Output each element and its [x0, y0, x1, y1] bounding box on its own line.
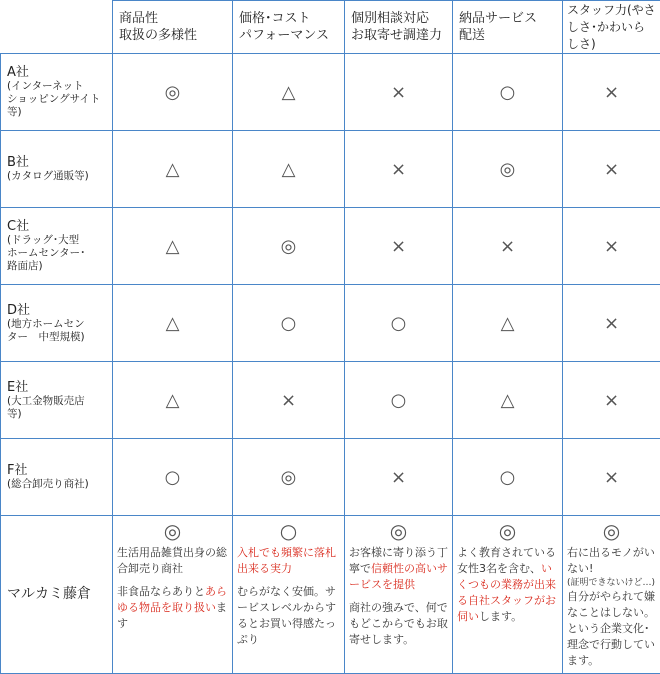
rating-cell: [233, 285, 345, 362]
rating-mark: ×: [604, 236, 619, 257]
rating-mark: ×: [604, 82, 619, 103]
rating-cell: [345, 208, 453, 285]
detail-footnote: (証明できないけど…): [567, 577, 656, 589]
rating-mark: ○: [500, 82, 516, 103]
detail-text: 生活用品雑貨出身の総合卸売り商社: [117, 545, 228, 577]
rating-cell: [113, 131, 233, 208]
highlight-text: いくつもの業務が出来る自社スタッフがお伺い: [457, 562, 556, 623]
company-name: F社: [7, 463, 106, 478]
rating-cell: [563, 285, 660, 362]
company-cell: [1, 54, 113, 131]
company-cell: [1, 439, 113, 516]
rating-cell: [233, 208, 345, 285]
rating-cell: [345, 131, 453, 208]
detail-text: お客様に寄り添う丁寧で信頼性の高いサービスを提供: [349, 545, 448, 593]
rating-cell: [113, 208, 233, 285]
detail-text: よく教育されている女性3名を含む、いくつもの業務が出来る自社スタッフがお伺いします。: [457, 545, 558, 625]
table-row: [1, 285, 660, 362]
rating-cell: [453, 285, 563, 362]
highlight-text: 信頼性の高いサービスを提供: [349, 562, 448, 591]
rating-cell: [345, 362, 453, 439]
detail-text: 商社の強みで、何でもどこからでもお取寄せします。: [349, 600, 448, 648]
rating-mark: ×: [391, 82, 406, 103]
rating-mark: ×: [604, 313, 619, 334]
rating-mark: ◎: [281, 467, 297, 488]
rating-cell: [453, 208, 563, 285]
rating-cell: [563, 54, 660, 131]
rating-cell: [453, 362, 563, 439]
company-cell: [1, 285, 113, 362]
header-row: [1, 1, 660, 54]
rating-mark: △: [501, 313, 515, 334]
rating-cell: [233, 362, 345, 439]
rating-mark: ◎: [349, 520, 448, 542]
rating-mark: △: [282, 82, 296, 103]
company-cell: [1, 131, 113, 208]
maru-row: [1, 516, 660, 674]
detail-text: 右に出るモノがいない!: [567, 545, 656, 577]
rating-mark: ◎: [165, 82, 181, 103]
rating-mark: △: [166, 313, 180, 334]
table-row: [1, 439, 660, 516]
rating-cell: [233, 439, 345, 516]
column-header: 個別相談対応 お取寄せ調達力: [345, 1, 453, 54]
rating-mark: ◎: [457, 520, 558, 542]
rating-cell: [453, 131, 563, 208]
detail-text: 非食品ならありとあらゆる物品を取り扱います: [117, 584, 228, 632]
detail-cell: [345, 516, 453, 674]
detail-cell: [233, 516, 345, 674]
company-cell: [1, 362, 113, 439]
rating-mark: △: [282, 159, 296, 180]
company-name: B社: [7, 155, 106, 170]
rating-mark: ×: [391, 467, 406, 488]
column-header: 納品サービス 配送: [453, 1, 563, 54]
rating-mark: ×: [500, 236, 515, 257]
rating-mark: ○: [500, 467, 516, 488]
detail-text: 自分がやられて嫌なことはしない。という企業文化･理念で行動しています。: [567, 589, 656, 669]
rating-mark: △: [166, 390, 180, 411]
company-cell: [1, 208, 113, 285]
rating-mark: ◎: [281, 236, 297, 257]
rating-mark: ○: [237, 520, 340, 542]
company-type: (インターネット ショッピングサイト等): [7, 80, 106, 119]
column-header: スタッフ力(やさ しさ･かわいらしさ): [563, 1, 660, 54]
rating-mark: ×: [391, 236, 406, 257]
table-row: [1, 54, 660, 131]
rating-mark: ×: [391, 159, 406, 180]
rating-mark: ○: [281, 313, 297, 334]
company-type: (ドラッグ･大型 ホームセンター･ 路面店): [7, 234, 106, 273]
company-name: C社: [7, 219, 106, 234]
company-type: (大工金物販売店 等): [7, 395, 106, 421]
rating-mark: ◎: [117, 520, 228, 542]
rating-mark: ×: [604, 390, 619, 411]
rating-mark: ◎: [500, 159, 516, 180]
rating-mark: ◎: [567, 520, 656, 542]
rating-mark: ×: [604, 467, 619, 488]
rating-cell: [345, 285, 453, 362]
company-name: D社: [7, 303, 106, 318]
rating-cell: [113, 362, 233, 439]
rating-cell: [113, 439, 233, 516]
company-type: (総合卸売り商社): [7, 478, 106, 491]
rating-mark: △: [166, 159, 180, 180]
rating-cell: [345, 439, 453, 516]
rating-cell: [563, 362, 660, 439]
company-name: A社: [7, 65, 106, 80]
detail-cell: [563, 516, 660, 674]
company-type: (地方ホームセン ター 中型規模): [7, 318, 106, 344]
rating-mark: ○: [391, 390, 407, 411]
rating-cell: [233, 54, 345, 131]
rating-mark: ○: [165, 467, 181, 488]
table-row: [1, 131, 660, 208]
rating-cell: [563, 131, 660, 208]
rating-cell: [113, 285, 233, 362]
column-header: 価格･コスト パフォーマンス: [233, 1, 345, 54]
rating-mark: △: [501, 390, 515, 411]
highlight-text: あらゆる物品を取り扱い: [117, 585, 227, 614]
rating-cell: [563, 439, 660, 516]
rating-mark: ×: [604, 159, 619, 180]
rating-mark: △: [166, 236, 180, 257]
rating-cell: [233, 131, 345, 208]
rating-cell: [345, 54, 453, 131]
rating-cell: [113, 54, 233, 131]
company-cell: [1, 516, 113, 674]
column-header: 商品性 取扱の多様性: [113, 1, 233, 54]
company-type: (カタログ通販等): [7, 170, 106, 183]
rating-mark: ○: [391, 313, 407, 334]
corner-cell: [1, 1, 113, 54]
rating-cell: [453, 439, 563, 516]
company-name: マルカミ藤倉: [7, 586, 91, 602]
rating-cell: [563, 208, 660, 285]
table-row: [1, 208, 660, 285]
table-row: [1, 362, 660, 439]
highlight-text: 入札でも頻繁に落札出来る実力: [237, 545, 340, 577]
rating-mark: ×: [281, 390, 296, 411]
detail-cell: [113, 516, 233, 674]
rating-cell: [453, 54, 563, 131]
detail-cell: [453, 516, 563, 674]
company-name: E社: [7, 380, 106, 395]
detail-text: むらがなく安価。サービスレベルからするとお買い得感たっぷり: [237, 584, 340, 648]
